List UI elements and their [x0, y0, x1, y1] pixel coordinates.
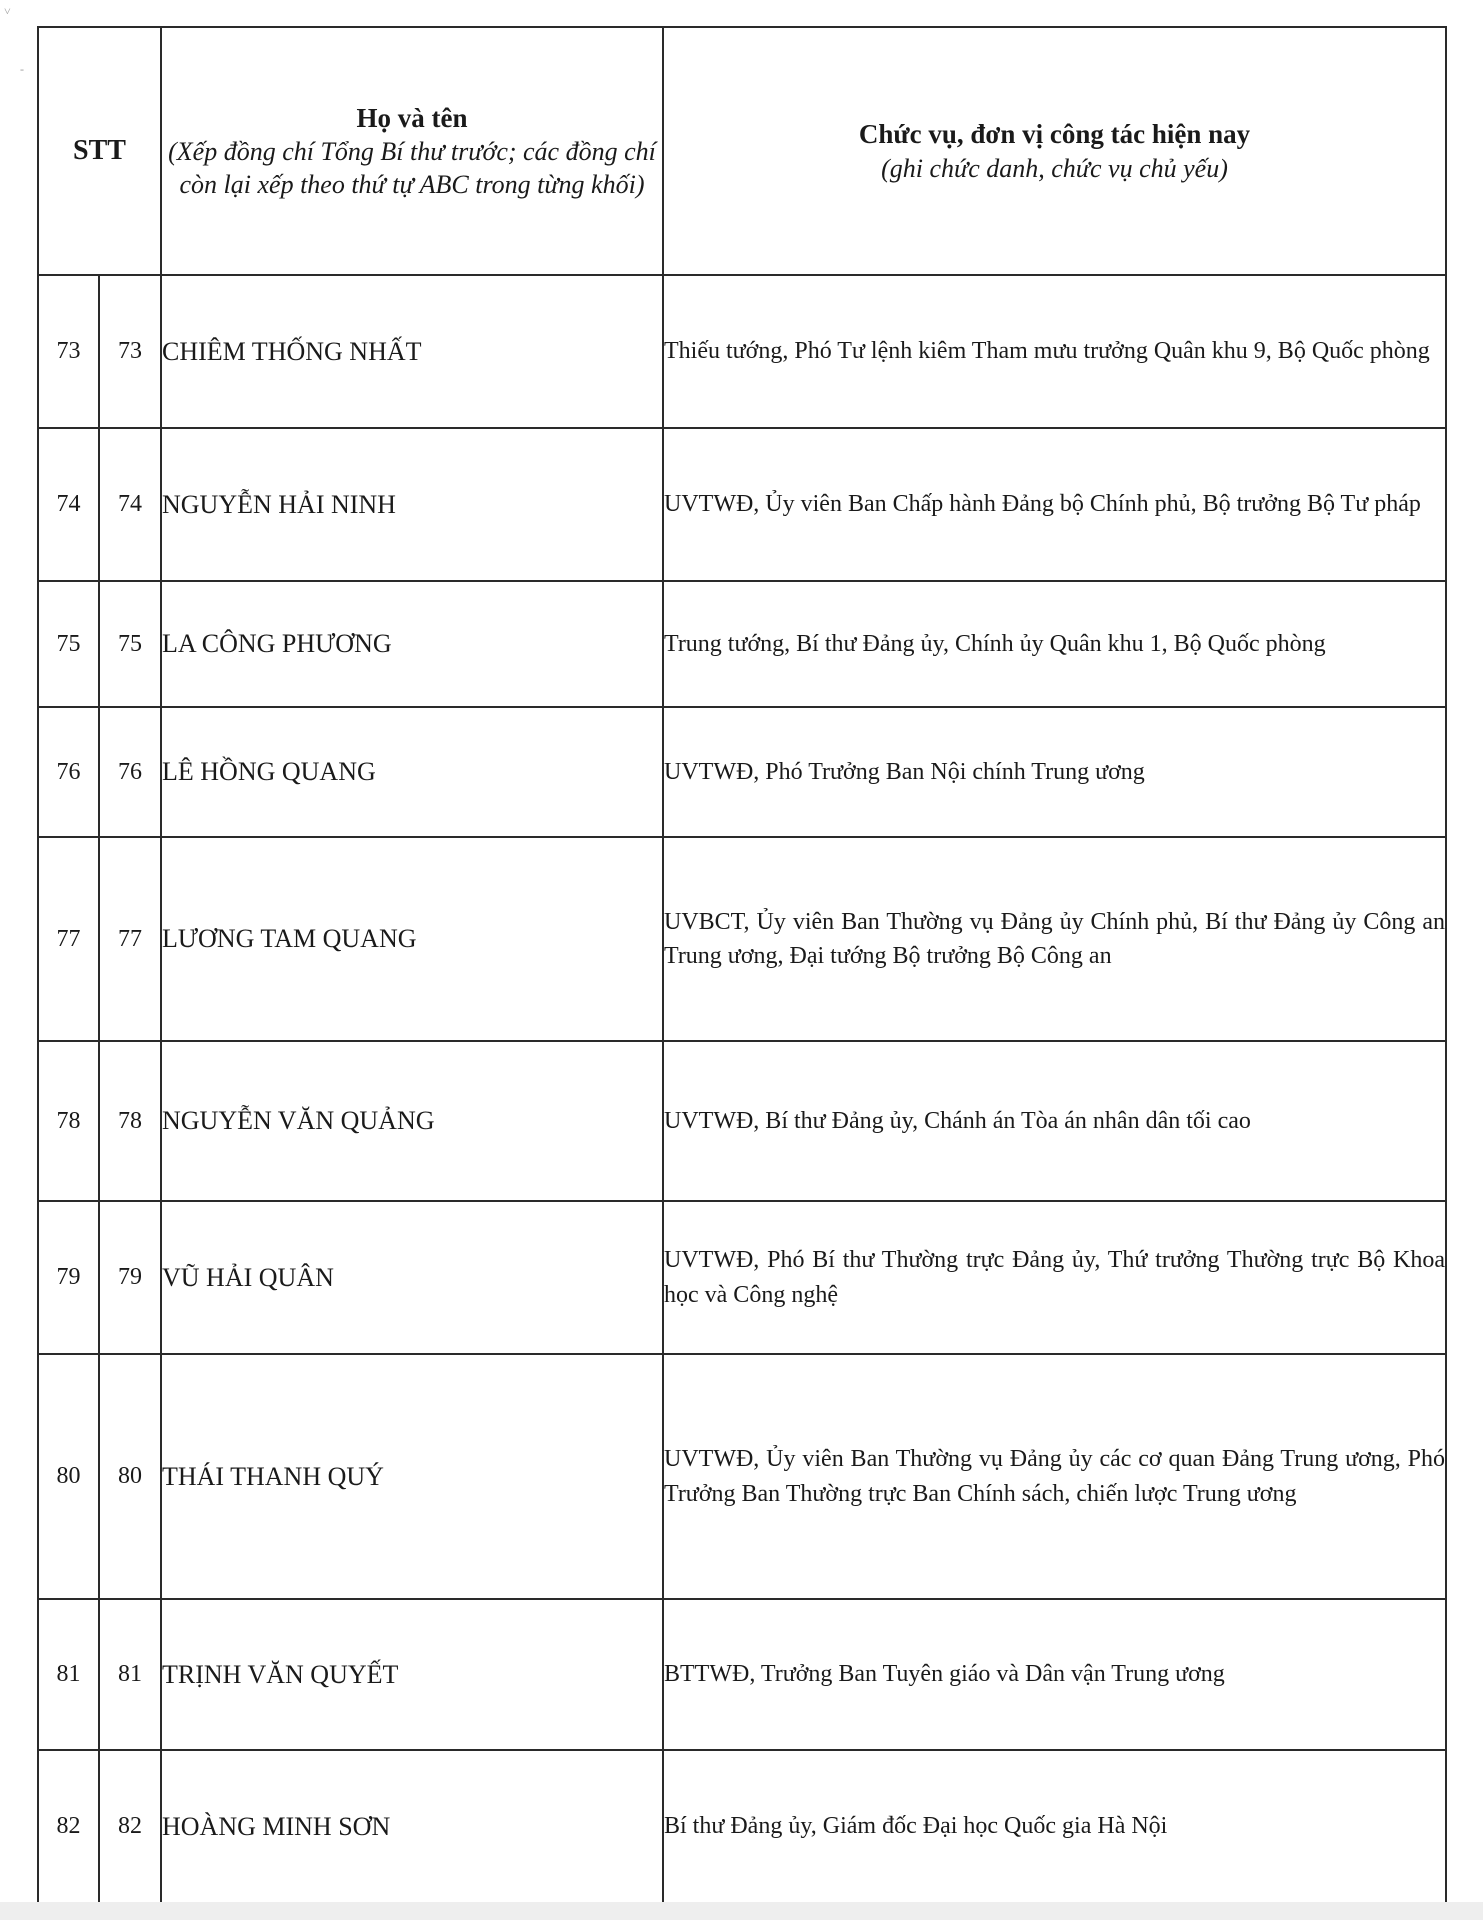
row-stt-secondary: 80: [99, 1354, 161, 1599]
row-role: Trung tướng, Bí thư Đảng ủy, Chính ủy Quân khu 1, Bộ Quốc phòng: [663, 581, 1446, 707]
officials-table: [37, 26, 1447, 1904]
name-header: [161, 27, 663, 275]
role-header-note: (ghi chức danh, chức vụ chủ yếu): [881, 153, 1228, 183]
row-stt: 81: [38, 1599, 99, 1750]
row-stt: 75: [38, 581, 99, 707]
row-name: CHIÊM THỐNG NHẤT: [161, 275, 663, 428]
name-header-note: (Xếp đồng chí Tổng Bí thư trước; các đồng chí còn lại xếp theo thứ tự ABC trong từng khối): [168, 137, 656, 200]
row-name: NGUYỄN HẢI NINH: [161, 428, 663, 581]
table-row: [38, 1354, 1446, 1599]
table-row: [38, 837, 1446, 1041]
row-stt-secondary: 79: [99, 1201, 161, 1354]
stt-header: STT: [38, 27, 161, 275]
row-stt: 82: [38, 1750, 99, 1903]
row-stt-secondary: 74: [99, 428, 161, 581]
row-stt: 80: [38, 1354, 99, 1599]
row-role: UVTWĐ, Ủy viên Ban Thường vụ Đảng ủy các cơ quan Đảng Trung ương, Phó Trưởng Ban Thường trực Ban Chính sách, chiến lược Trung ương: [663, 1354, 1446, 1599]
row-stt-secondary: 82: [99, 1750, 161, 1903]
table-row: [38, 707, 1446, 837]
table-row: [38, 1750, 1446, 1903]
row-name: NGUYỄN VĂN QUẢNG: [161, 1041, 663, 1201]
table-row: [38, 1599, 1446, 1750]
row-role: UVTWĐ, Phó Bí thư Thường trực Đảng ủy, Thứ trưởng Thường trực Bộ Khoa học và Công nghệ: [663, 1201, 1446, 1354]
row-stt: 74: [38, 428, 99, 581]
row-role: UVTWĐ, Bí thư Đảng ủy, Chánh án Tòa án nhân dân tối cao: [663, 1041, 1446, 1201]
scan-speck: ˅: [4, 4, 11, 18]
row-stt-secondary: 77: [99, 837, 161, 1041]
row-stt-secondary: 78: [99, 1041, 161, 1201]
row-name: THÁI THANH QUÝ: [161, 1354, 663, 1599]
row-role: UVTWĐ, Ủy viên Ban Chấp hành Đảng bộ Chính phủ, Bộ trưởng Bộ Tư pháp: [663, 428, 1446, 581]
row-role: BTTWĐ, Trưởng Ban Tuyên giáo và Dân vận Trung ương: [663, 1599, 1446, 1750]
table-row: [38, 581, 1446, 707]
table-row: [38, 428, 1446, 581]
row-stt: 76: [38, 707, 99, 837]
row-name: LA CÔNG PHƯƠNG: [161, 581, 663, 707]
row-role: Thiếu tướng, Phó Tư lệnh kiêm Tham mưu trưởng Quân khu 9, Bộ Quốc phòng: [663, 275, 1446, 428]
page-bottom-edge: [0, 1902, 1483, 1920]
role-header-title: Chức vụ, đơn vị công tác hiện nay: [858, 119, 1251, 150]
row-stt: 78: [38, 1041, 99, 1201]
table-row: [38, 1201, 1446, 1354]
row-role: Bí thư Đảng ủy, Giám đốc Đại học Quốc gia Hà Nội: [663, 1750, 1446, 1903]
row-role: UVTWĐ, Phó Trưởng Ban Nội chính Trung ương: [663, 707, 1446, 837]
table-row: [38, 1041, 1446, 1201]
row-stt-secondary: 76: [99, 707, 161, 837]
row-stt: 73: [38, 275, 99, 428]
row-stt-secondary: 81: [99, 1599, 161, 1750]
row-name: VŨ HẢI QUÂN: [161, 1201, 663, 1354]
table-header-row: [38, 27, 1446, 275]
row-name: LƯƠNG TAM QUANG: [161, 837, 663, 1041]
role-header: [663, 27, 1446, 275]
row-role: UVBCT, Ủy viên Ban Thường vụ Đảng ủy Chính phủ, Bí thư Đảng ủy Công an Trung ương, Đại tướng Bộ trưởng Bộ Công an: [663, 837, 1446, 1041]
row-name: LÊ HỒNG QUANG: [161, 707, 663, 837]
row-name: TRỊNH VĂN QUYẾT: [161, 1599, 663, 1750]
row-stt-secondary: 73: [99, 275, 161, 428]
name-header-title: Họ và tên: [356, 102, 468, 133]
row-stt: 79: [38, 1201, 99, 1354]
row-stt: 77: [38, 837, 99, 1041]
scan-speck: -: [20, 62, 24, 76]
table-row: [38, 275, 1446, 428]
row-name: HOÀNG MINH SƠN: [161, 1750, 663, 1903]
row-stt-secondary: 75: [99, 581, 161, 707]
